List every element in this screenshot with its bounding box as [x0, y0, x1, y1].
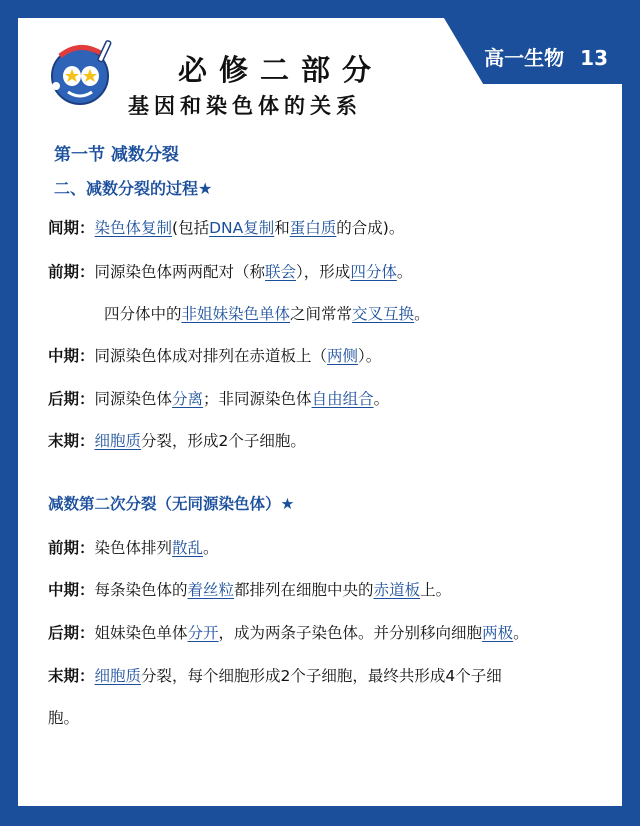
keyword-link[interactable]: 着丝粒	[187, 581, 235, 599]
text-segment: 分裂，形成2个子细胞。	[141, 432, 306, 450]
keyword-link[interactable]: 分离	[172, 390, 204, 408]
meiosis2-metaphase	[48, 578, 451, 600]
text-segment: 胞。	[48, 709, 80, 727]
text-segment: ；非同源染色体	[203, 390, 312, 408]
text-segment: 都排列在细胞中央的	[234, 581, 374, 599]
keyword-link[interactable]: 散乱	[172, 539, 204, 557]
text-segment: 染色体排列	[94, 539, 173, 557]
meiosis2-telophase-cont	[48, 706, 79, 728]
keyword-link[interactable]: 细胞质	[94, 432, 142, 450]
meiosis1-interphase	[48, 216, 404, 238]
page-number: 13	[580, 46, 608, 70]
text-segment: 四分体中的	[104, 305, 182, 323]
keyword-link[interactable]: 联会	[265, 263, 297, 281]
meiosis1-metaphase	[48, 344, 381, 366]
keyword-link[interactable]: 两侧	[327, 347, 359, 365]
text-segment: ），形成	[296, 263, 351, 281]
text-segment: 分裂，每个细胞形成2个子细胞，最终共形成4个子细	[141, 667, 502, 685]
page-subtitle: 基因和染色体的关系	[128, 94, 362, 118]
text-segment: 同源染色体两两配对（称	[94, 263, 266, 281]
text-segment: 姐妹染色单体	[94, 624, 188, 642]
text-segment: ）。	[358, 347, 382, 365]
keyword-link[interactable]: 蛋白质	[289, 219, 337, 237]
keyword-link[interactable]: 两极	[482, 624, 514, 642]
phase-label: 后期：	[48, 390, 95, 408]
meiosis2-telophase	[48, 664, 502, 686]
keyword-link[interactable]: 赤道板	[373, 581, 421, 599]
meiosis1-telophase	[48, 429, 306, 451]
header-tab-text	[484, 42, 608, 71]
text-segment: 同源染色体成对排列在赤道板上（	[94, 347, 328, 365]
text-segment: 同源染色体	[94, 390, 173, 408]
keyword-link[interactable]: DNA复制	[209, 219, 275, 237]
phase-label: 间期：	[48, 219, 95, 237]
text-segment: 的合成)。	[336, 219, 405, 237]
meiosis2-anaphase	[48, 621, 529, 643]
keyword-link[interactable]: 非姐妹染色单体	[181, 305, 291, 323]
meiosis2-prophase	[48, 536, 219, 558]
keyword-link[interactable]: 分开	[187, 624, 219, 642]
text-segment: 。	[373, 390, 390, 408]
phase-label: 后期：	[48, 624, 95, 642]
text-segment: 之间常常	[290, 305, 353, 323]
text-segment: 。	[396, 263, 413, 281]
text-segment: 每条染色体的	[94, 581, 188, 599]
keyword-link[interactable]: 自由组合	[311, 390, 374, 408]
phase-label: 中期：	[48, 581, 95, 599]
page	[18, 18, 622, 806]
keyword-link[interactable]: 四分体	[350, 263, 397, 281]
meiosis1-prophase-note	[104, 302, 430, 324]
meiosis2-heading: 减数第二次分裂（无同源染色体）★	[48, 495, 295, 513]
meiosis1-anaphase	[48, 387, 389, 409]
meiosis1-prophase	[48, 260, 412, 282]
subject-label: 高一生物	[484, 46, 565, 70]
subsection-heading: 二、减数分裂的过程★	[54, 179, 213, 198]
keyword-link[interactable]: 交叉互换	[352, 305, 415, 323]
section-heading: 第一节 减数分裂	[54, 145, 179, 165]
phase-label: 前期：	[48, 263, 95, 281]
mascot-logo-icon	[46, 36, 118, 108]
phase-label: 中期：	[48, 347, 95, 365]
text-segment: 上。	[420, 581, 452, 599]
text-segment: 和	[274, 219, 290, 237]
text-segment: 。	[414, 305, 430, 323]
text-segment: (包括	[172, 219, 210, 237]
keyword-link[interactable]: 细胞质	[94, 667, 142, 685]
phase-label: 末期：	[48, 667, 95, 685]
text-segment: ，成为两条子染色体。并分别移向细胞	[218, 624, 483, 642]
phase-label: 前期：	[48, 539, 95, 557]
page-title: 必修二部分	[178, 53, 384, 87]
text-segment: 。	[203, 539, 219, 557]
text-segment: 。	[513, 624, 529, 642]
keyword-link[interactable]: 染色体复制	[94, 219, 173, 237]
phase-label: 末期：	[48, 432, 95, 450]
